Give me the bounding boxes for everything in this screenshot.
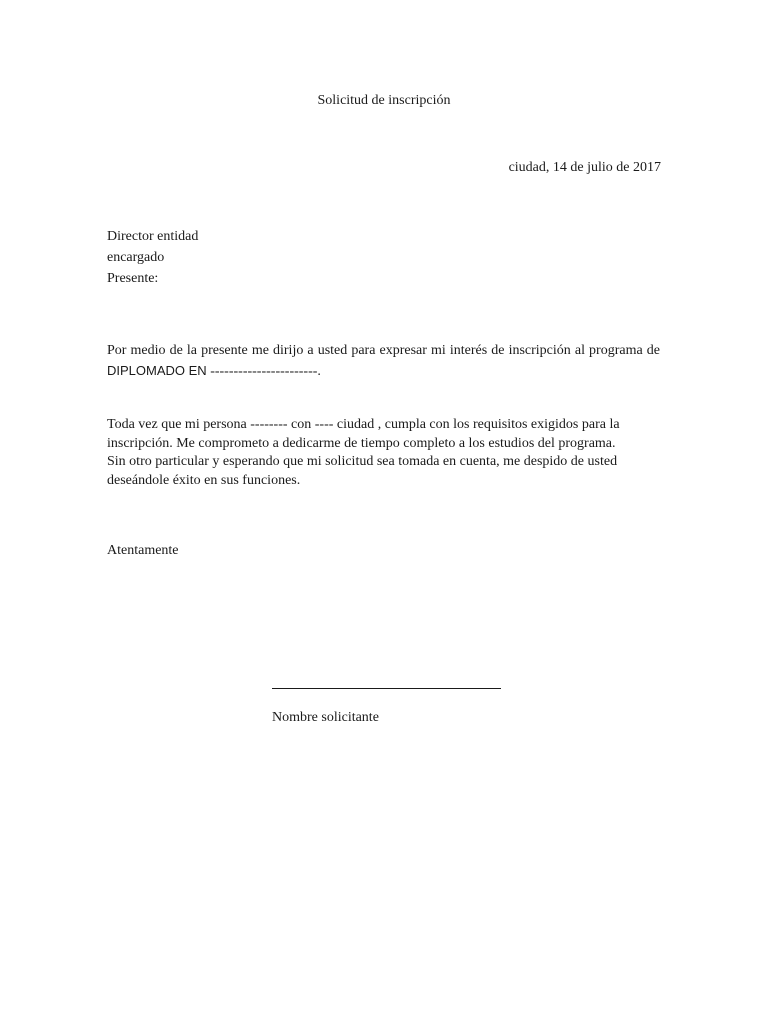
signature-line [272, 688, 501, 689]
document-title: Solicitud de inscripción [317, 93, 451, 108]
paragraph-body-line-2: inscripción. Me comprometo a dedicarme de tiempo completo a los estudios del programa. [107, 435, 616, 451]
paragraph-body-line-3: Sin otro particular y esperando que mi solicitud sea tomada en cuenta, me despido de usted [107, 454, 618, 469]
program-name: DIPLOMADO EN [107, 363, 207, 378]
paragraph-body-line-1: Toda vez que mi persona -------- con ---- ciudad , cumpla con los requisitos exigidos para la [107, 417, 620, 432]
closing-text: Atentamente [107, 543, 179, 558]
recipient-line-1: Director entidad [107, 229, 199, 244]
paragraph-body [107, 416, 663, 490]
paragraph-intro-end: -----------------------. [206, 364, 321, 379]
paragraph-body-line-4: deseándole éxito en sus funciones. [107, 472, 301, 488]
recipient-line-2: encargado [107, 250, 165, 265]
signature-label: Nombre solicitante [272, 710, 379, 725]
date-line: ciudad, 14 de julio de 2017 [508, 160, 661, 175]
recipient-block [107, 226, 198, 289]
paragraph-intro [107, 341, 660, 382]
paragraph-intro-text: Por medio de la presente me dirijo a usted para expresar mi interés de inscripción al programa de [107, 343, 660, 358]
recipient-line-3: Presente: [107, 271, 159, 286]
